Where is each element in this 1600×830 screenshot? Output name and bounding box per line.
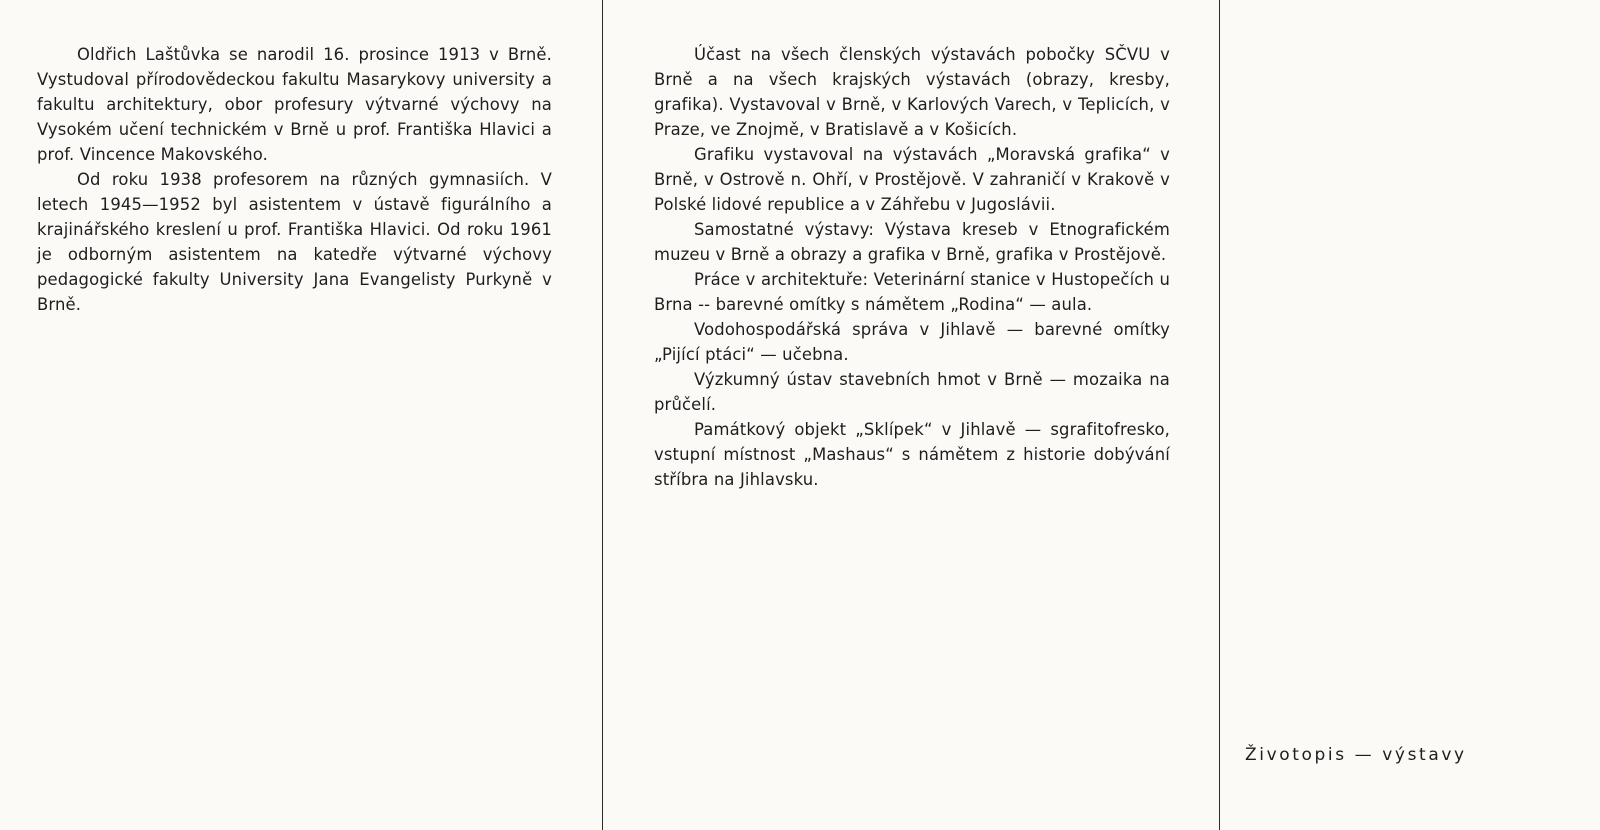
exhibitions-paragraph: Účast na všech členských výstavách pobočky SČVU v Brně a na všech krajských výstavách (obrazy, kresby, grafika). Vystavoval v Brně, v Karlových Varech, v Teplicích, v Praze, ve Znojmě, v Bratislavě a v Košicích. bbox=[654, 45, 1170, 139]
exhibitions-paragraph: Práce v architektuře: Veterinární stanice v Hustopečích u Brna -- barevné omítky s námětem „Rodina“ — aula. bbox=[654, 270, 1170, 314]
biography-paragraph: Od roku 1938 profesorem na různých gymnasiích. V letech 1945—1952 byl asistentem v ústavě figurálního a krajinářského kreslení u prof. Františka Hlavici. Od roku 1961 je odborným asistentem na katedře výtvarné výchovy pedagogické fakulty University Jana Evangelisty Purkyně v Brně. bbox=[37, 170, 552, 314]
exhibitions-text bbox=[654, 42, 1170, 492]
exhibitions-paragraph: Výzkumný ústav stavebních hmot v Brně — mozaika na průčelí. bbox=[654, 370, 1170, 414]
biography-text bbox=[37, 42, 552, 317]
panel-title: Životopis — výstavy bbox=[1245, 745, 1467, 765]
exhibitions-paragraph: Vodohospodářská správa v Jihlavě — barevné omítky „Pijící ptáci“ — učebna. bbox=[654, 320, 1170, 364]
exhibitions-paragraph: Památkový objekt „Sklípek“ v Jihlavě — sgrafitofresko, vstupní místnost „Mashaus“ s námětem z historie dobývání stříbra na Jihlavsku. bbox=[654, 420, 1170, 489]
left-panel bbox=[0, 0, 602, 830]
right-panel bbox=[1220, 0, 1600, 830]
biography-paragraph: Oldřich Laštůvka se narodil 16. prosince 1913 v Brně. Vystudoval přírodovědeckou fakultu Masarykovy university a fakultu architektury, obor profesury výtvarné výchovy na Vysokém učení technickém v Brně u prof. Františka Hlavici a prof. Vincence Makovského. bbox=[37, 45, 552, 164]
exhibitions-paragraph: Samostatné výstavy: Výstava kreseb v Etnografickém muzeu v Brně a obrazy a grafika v Brně, grafika v Prostějově. bbox=[654, 220, 1170, 264]
exhibitions-paragraph: Grafiku vystavoval na výstavách „Moravská grafika“ v Brně, v Ostrově n. Ohří, v Prostějově. V zahraničí v Krakově v Polské lidové republice a v Záhřebu v Jugoslávii. bbox=[654, 145, 1170, 214]
middle-panel bbox=[602, 0, 1220, 830]
